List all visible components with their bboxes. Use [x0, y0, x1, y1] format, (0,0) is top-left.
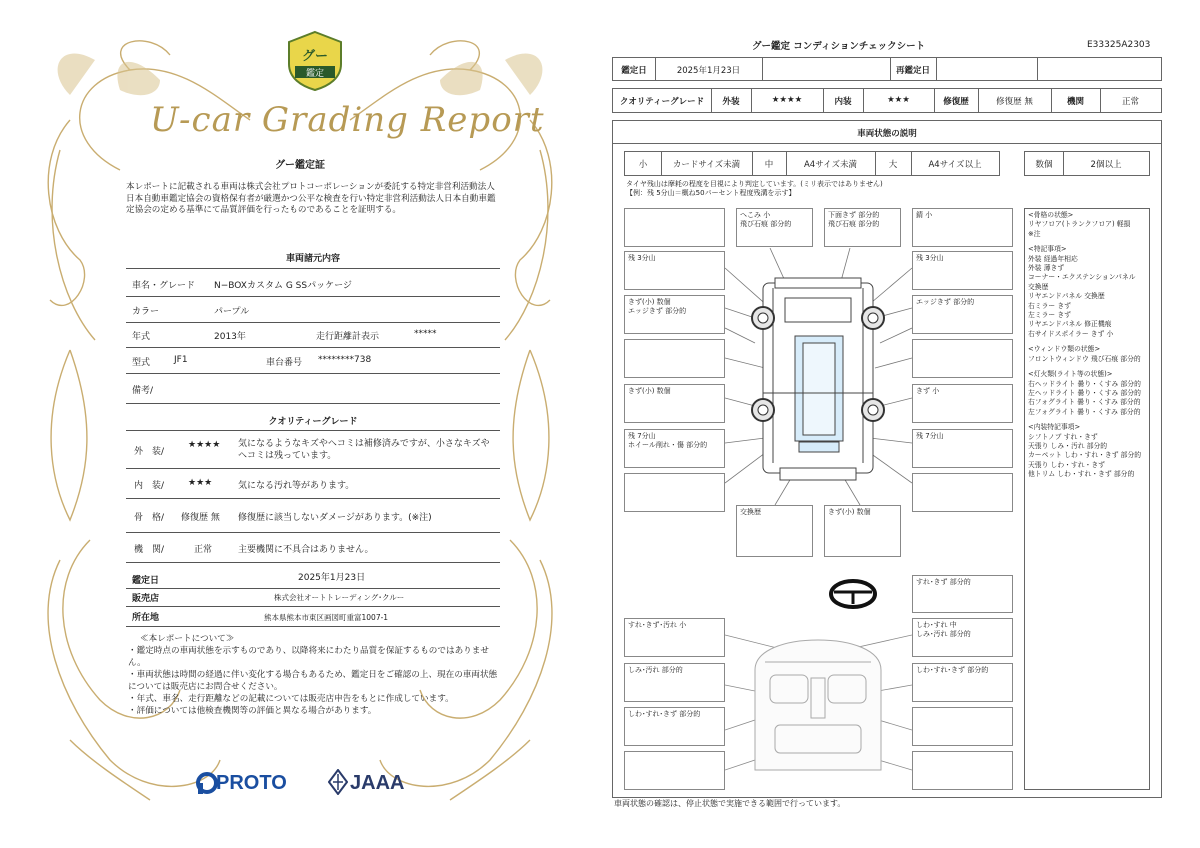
sheet-date-value: 2025年1月23日	[676, 66, 741, 76]
int-left-box-4	[624, 751, 725, 790]
detail-line: 右サイドスポイラー きず 小	[1028, 329, 1114, 338]
car-interior-diagram-icon	[725, 630, 912, 790]
detail-line: <灯火類(ライト等の状態)>	[1028, 370, 1113, 379]
jaaa-logo-icon	[328, 769, 348, 795]
detail-line: リヤエンドパネル 修正機痕	[1028, 320, 1112, 329]
address-row: 所在地 熊本県熊本市東区画図町重富1007-1	[126, 606, 500, 627]
count-desc: 2個以上	[1090, 160, 1122, 170]
detail-line: フロントウィンドウ 飛び石痕 部分的	[1028, 354, 1141, 363]
int-left-box-3: しわ･すれ･きず 部分的	[624, 707, 725, 746]
detail-line: 左ヘッドライト 曇り・くすみ 部分的	[1028, 388, 1141, 397]
sheet-date-label: 鑑定日	[621, 66, 647, 76]
int-label: 内装	[834, 97, 852, 107]
dealer-row: 販売店 株式会社オートトレーディング･クルー	[126, 588, 500, 607]
grade-label: クオリティーグレード	[619, 97, 705, 107]
tire-note-1: タイヤ残山は摩耗の程度を目視により判定しています。(ミリ表示ではありません)	[626, 180, 883, 188]
detail-line: 外装 薄きず	[1028, 264, 1065, 273]
sheet-id: E33325A2303	[1087, 40, 1151, 50]
ext-left-box-7	[624, 473, 725, 512]
detail-line: 他トリム しわ・すれ・きず 部分的	[1028, 470, 1135, 479]
sheet-title: グー鑑定 コンディションチェックシート	[752, 41, 926, 52]
ext-top-box-2: 下面きず 部分的 飛び石痕 部分的	[824, 208, 901, 247]
engine-value: 正常	[1121, 97, 1139, 107]
count-label: 数個	[1035, 160, 1053, 170]
int-right-box-4	[912, 751, 1013, 790]
condition-check-sheet	[600, 0, 1200, 848]
date-table	[612, 57, 1162, 81]
proto-logo: PROTO	[216, 772, 287, 794]
spec-row-color: カラー パープル	[126, 296, 500, 323]
quality-row-frame: 骨 格/ 修復歴 無 修復歴に該当しないダメージがあります。(※注)	[126, 498, 500, 533]
ext-left-box-1	[624, 208, 725, 247]
quality-row-exterior: 外 装/ ★★★★ 気になるようなキズやヘコミは補修済みですが、小さなキズやヘコミは残っています。	[126, 430, 500, 469]
repair-value: 修復歴 無	[996, 97, 1033, 107]
detail-line: 右ミラー きず	[1028, 301, 1071, 310]
quality-row-engine: 機 関/ 正常 主要機関に不具合はありません。	[126, 532, 500, 563]
spec-row-year: 年式 2013年 走行距離計表示 *****	[126, 322, 500, 348]
detail-line: 左フォグライト 曇り・くすみ 部分的	[1028, 407, 1141, 416]
int-left-box-1: すれ･きず･汚れ 小	[624, 618, 725, 657]
detail-line: 天張り しみ・汚れ 部分的	[1028, 441, 1108, 450]
proto-logo-icon	[196, 771, 218, 795]
size-legend	[624, 151, 1000, 176]
ext-right-box-3: エッジきず 部分的	[912, 295, 1013, 334]
ext-right-box-2: 残 3分山	[912, 251, 1013, 290]
detail-line: 左ミラー きず	[1028, 311, 1071, 320]
ext-left-box-4	[624, 339, 725, 378]
ext-left-box-6: 残 7分山 ホイール削れ・傷 部分的	[624, 429, 725, 468]
quality-heading: クオリティーグレード	[268, 417, 358, 427]
tire-note-2: 【例：残 5分山＝概ね50パーセント程度残溝を示す】	[626, 189, 796, 197]
detail-line: 交換歴	[1028, 282, 1049, 291]
ext-label: 外装	[722, 97, 740, 107]
int-right-box-3	[912, 707, 1013, 746]
engine-label: 機関	[1066, 97, 1084, 107]
detail-line: コーナー・エクステンションパネル	[1028, 273, 1136, 282]
int-left-box-2: しみ･汚れ 部分的	[624, 663, 725, 702]
size-large-label: 大	[888, 160, 898, 170]
quality-row-interior: 内 装/ ★★★ 気になる汚れ等があります。	[126, 468, 500, 499]
ext-left-box-3: きず(小) 数個 エッジきず 部分的	[624, 295, 725, 334]
size-mid-label: 中	[764, 160, 774, 170]
detail-line: <内装特記事項>	[1028, 423, 1081, 432]
steering-box: すれ･きず 部分的	[912, 575, 1013, 613]
ext-top-box-1: へこみ 小 飛び石痕 部分的	[736, 208, 813, 247]
report-notes: ≪本レポートについて≫ ・鑑定時点の車両状態を示すものであり、以降将来にわたり品質を保証するものではありません。 ・車両状態は時間の経過に伴い変化する場合もあるため、鑑定日をご確認の上、現在の車両状態については販売店にお問合せください。 ・年式、車名、走行距離などの記載については販売店申告をもとに作成しています。 ・評価については他検査機関等の評価と異なる場合があります。	[128, 634, 498, 716]
car-exterior-diagram-icon	[725, 248, 912, 505]
certificate-subtitle: グー鑑定証	[275, 160, 325, 171]
detail-line: ※注	[1028, 229, 1041, 238]
detail-line: <骨格の状態>	[1028, 211, 1074, 219]
sheet-footer: 車両状態の確認は、停止状態で実施できる範囲で行っています。	[614, 799, 846, 808]
certificate-intro: 本レポートに記載される車両は株式会社プロトコーポレーションが委託する特定非営利活動法人日本自動車鑑定協会の資格保有者が厳選かつ公平な検査を行い特定非営利活動法人日本自動車鑑定協会の定める基準にて品質評価を行ったものであることを証明する。	[126, 182, 496, 215]
int-value: ★★★	[887, 95, 910, 105]
ext-bottom-box-2: きず(小) 数個	[824, 505, 901, 557]
detail-line: 右ヘッドライト 曇り・くすみ 部分的	[1028, 379, 1141, 388]
ext-right-box-7	[912, 473, 1013, 512]
ext-left-box-5: きず(小) 数個	[624, 384, 725, 423]
condition-heading: 車両状態の説明	[857, 129, 917, 139]
steering-wheel-icon	[828, 578, 878, 610]
date-row: 鑑定日 2025年1月23日	[126, 568, 500, 589]
detail-line: シフトノブ すれ・きず	[1028, 432, 1098, 441]
repair-label: 修復歴	[943, 97, 969, 107]
goo-kantei-badge-icon	[285, 30, 345, 92]
ext-value: ★★★★	[771, 95, 803, 105]
detail-line: <ウィンドウ類の状態>	[1028, 345, 1101, 354]
size-large-desc: A4サイズ以上	[928, 160, 982, 170]
size-small-label: 小	[638, 160, 648, 170]
detail-line: カーペット しわ・すれ・きず 部分的	[1028, 451, 1142, 460]
report-title: U-car Grading Report	[150, 100, 545, 140]
size-mid-desc: A4サイズ未満	[803, 160, 858, 170]
ext-right-box-4	[912, 339, 1013, 378]
detail-line: リヤフロア(トランクフロア) 軽損	[1028, 220, 1131, 229]
ext-bottom-box-1: 交換歴	[736, 505, 813, 557]
reinspect-label: 再鑑定日	[895, 66, 930, 76]
int-right-box-1: しわ･すれ 中 しみ･汚れ 部分的	[912, 618, 1013, 657]
ext-right-box-1: 錆 小	[912, 208, 1013, 247]
ext-right-box-6: 残 7分山	[912, 429, 1013, 468]
spec-row-note: 備考/	[126, 373, 500, 404]
jaaa-logo: JAAA	[350, 772, 405, 794]
detail-line: 右フォグライト 曇り・くすみ 部分的	[1028, 398, 1141, 407]
ext-right-box-5: きず 小	[912, 384, 1013, 423]
count-legend	[1024, 151, 1150, 176]
int-right-box-2: しわ･すれ･きず 部分的	[912, 663, 1013, 702]
ext-left-box-2: 残 3分山	[624, 251, 725, 290]
detail-line: <特記事項>	[1028, 245, 1067, 254]
detail-line: リヤエンドパネル 交換歴	[1028, 292, 1105, 301]
detail-line: 外装 経過年相応	[1028, 254, 1078, 263]
svg-text:鑑定: 鑑定	[305, 69, 325, 79]
detail-line: 天張り しわ・すれ・きず	[1028, 460, 1105, 469]
spec-row-name: 車名・グレード N−BOXカスタム G SSパッケージ	[126, 268, 500, 297]
details-panel	[1024, 208, 1150, 790]
grade-table	[612, 88, 1162, 113]
spec-row-model: 型式 JF1 車台番号 ********738	[126, 347, 500, 374]
svg-text:グー: グー	[301, 49, 329, 64]
spec-heading: 車両諸元内容	[285, 254, 340, 264]
size-small-desc: カードサイズ未満	[672, 160, 741, 170]
